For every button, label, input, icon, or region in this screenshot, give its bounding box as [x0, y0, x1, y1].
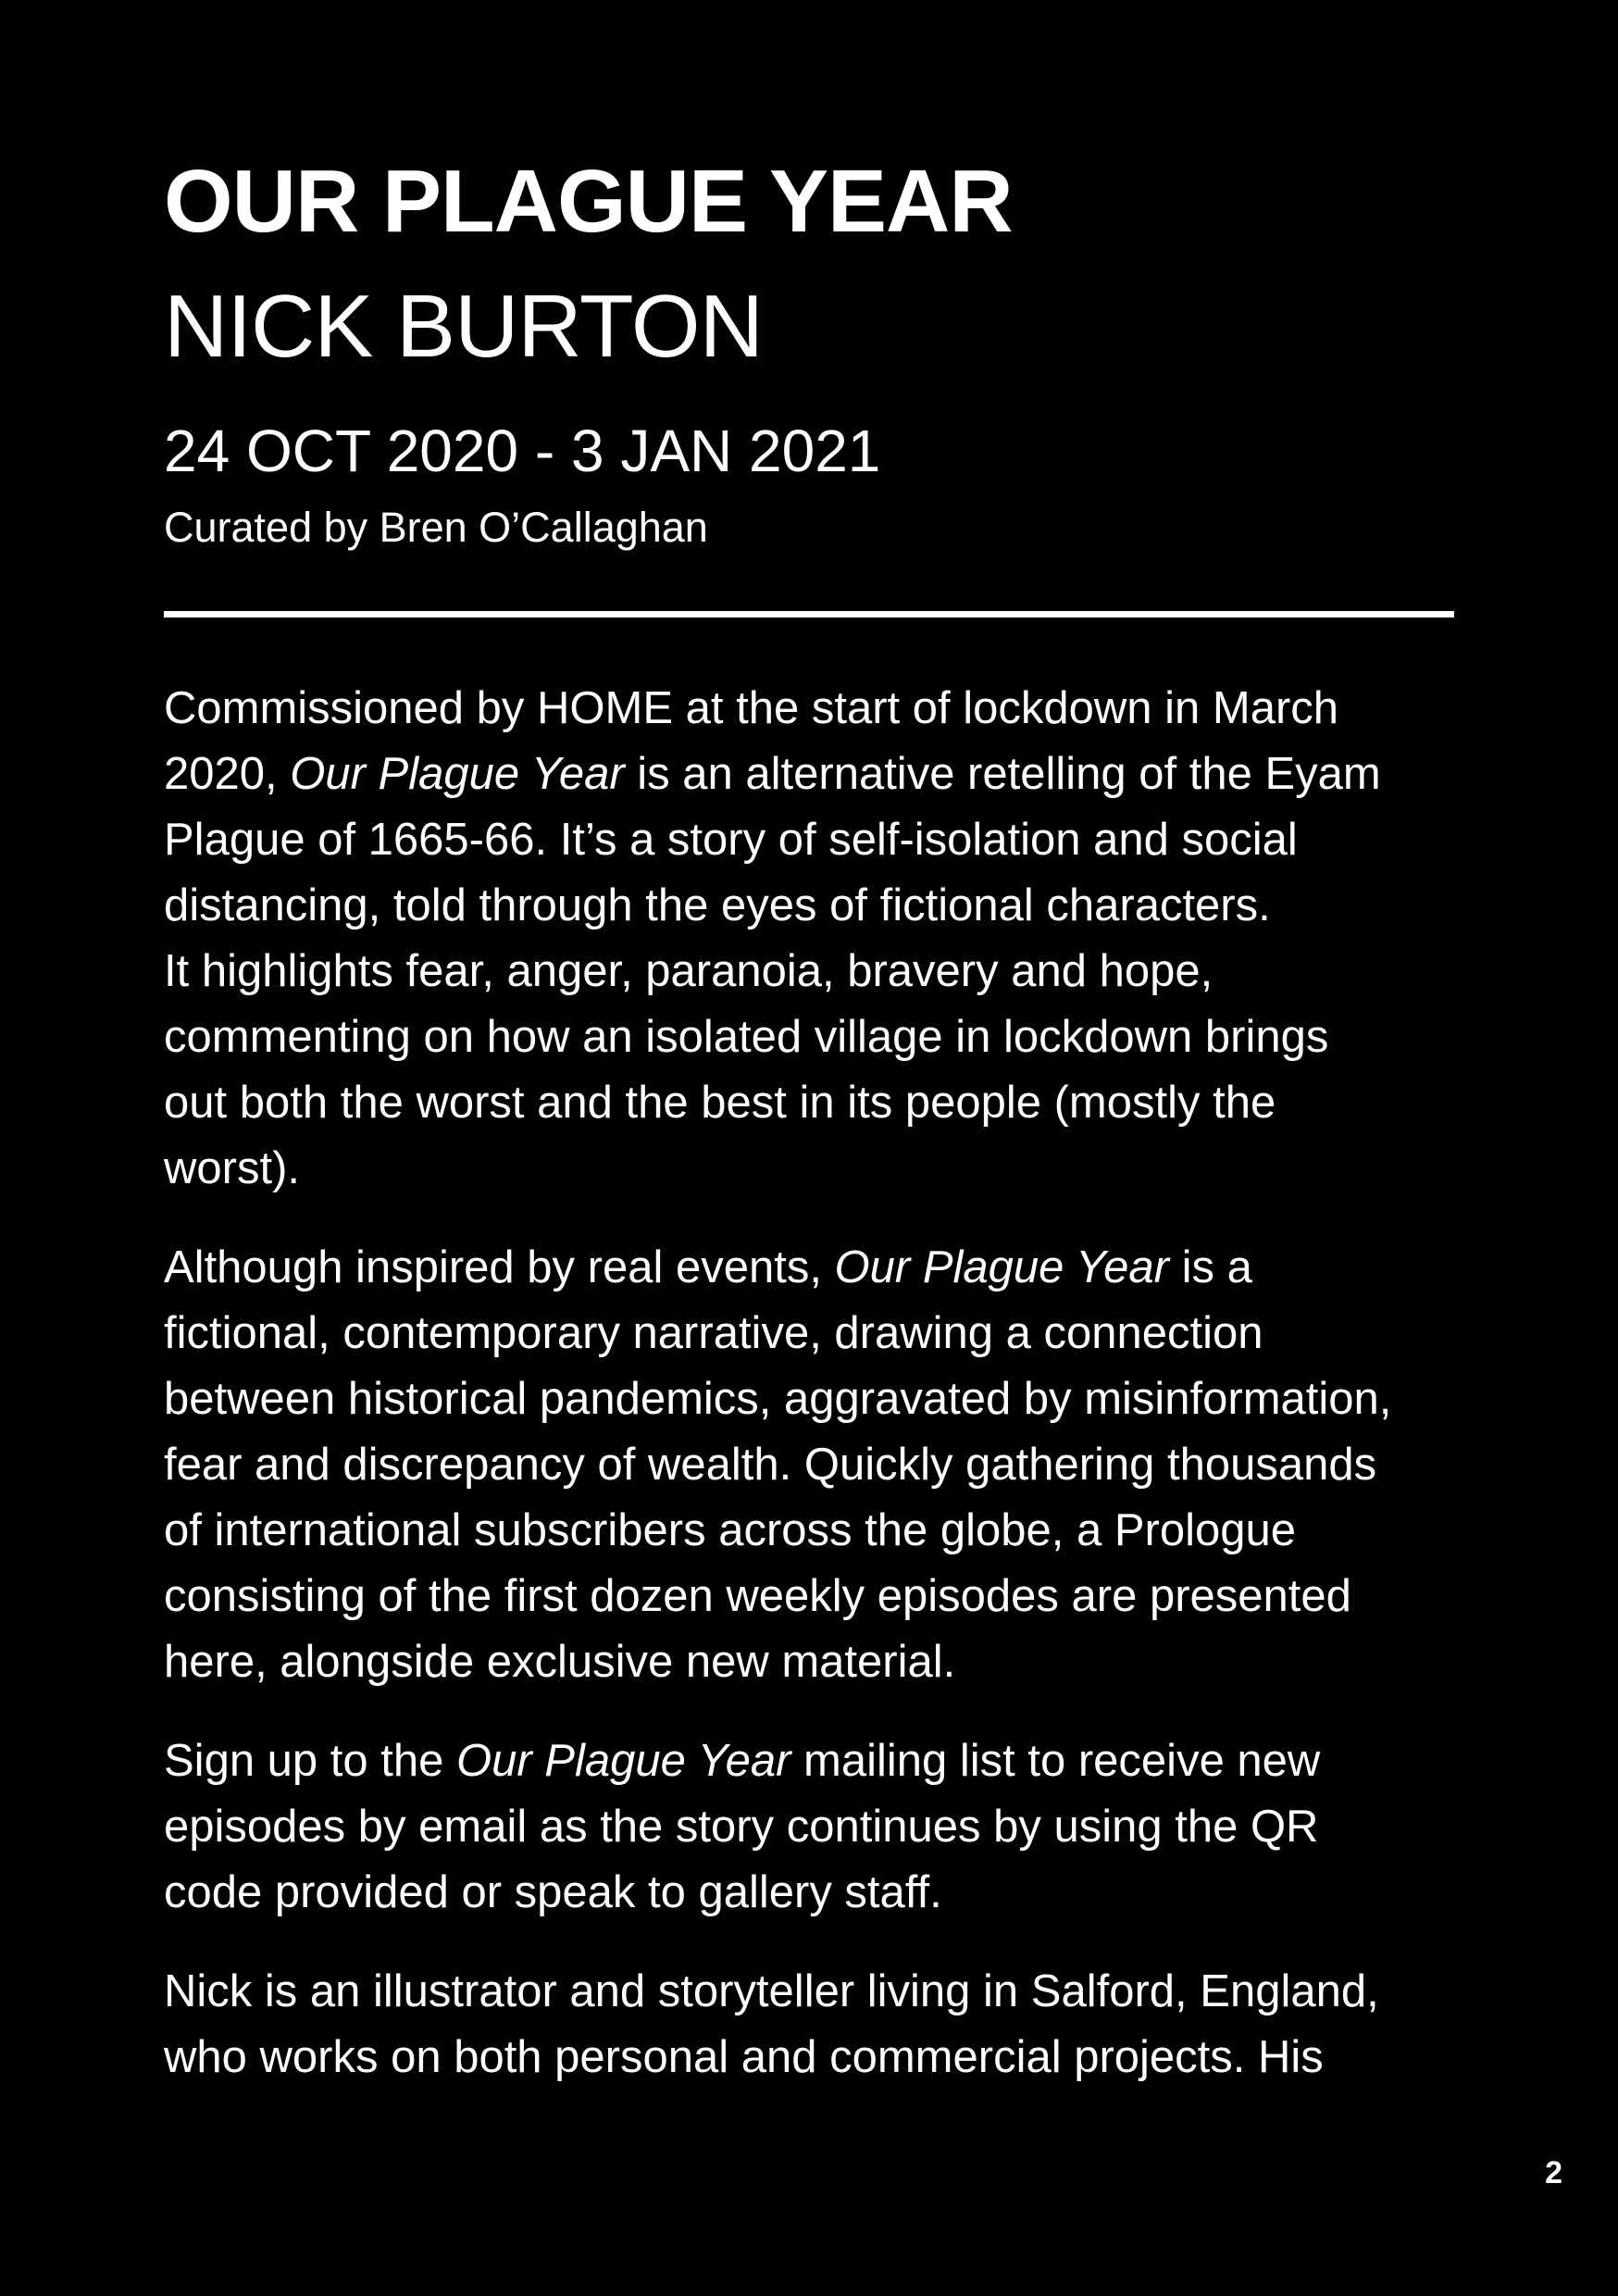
curator-credit: Curated by Bren O’Callaghan — [164, 504, 708, 551]
text-run: Although inspired by real events, — [164, 1242, 835, 1292]
text-run: commenting on how an isolated village in lockdown brings — [164, 1012, 1329, 1062]
text-line — [164, 1794, 1460, 1860]
text-run: fictional, contemporary narrative, drawing a connection — [164, 1308, 1263, 1358]
text-line — [164, 742, 1460, 807]
text-line — [164, 1564, 1460, 1629]
text-line — [164, 676, 1460, 742]
text-line — [164, 1366, 1460, 1432]
text-line — [164, 1498, 1460, 1564]
text-line — [164, 2025, 1460, 2090]
text-run: Sign up to the — [164, 1736, 457, 1786]
body-text — [164, 676, 1460, 2124]
text-line — [164, 1860, 1460, 1926]
text-run: of international subscribers across the globe, a Prologue — [164, 1505, 1296, 1555]
text-run: out both the worst and the best in its people (mostly the — [164, 1078, 1276, 1128]
text-run: consisting of the first dozen weekly episodes are presented — [164, 1571, 1351, 1621]
text-line — [164, 807, 1460, 873]
text-run: distancing, told through the eyes of fictional characters. — [164, 880, 1271, 930]
exhibition-title: OUR PLAGUE YEAR — [164, 152, 1013, 251]
text-line — [164, 1301, 1460, 1366]
text-run: Nick is an illustrator and storyteller living in Salford, England, — [164, 1966, 1379, 2016]
italic-title: Our Plague Year — [456, 1736, 791, 1786]
text-run: Plague of 1665-66. It’s a story of self-isolation and social — [164, 815, 1298, 865]
text-run: 2020, — [164, 749, 291, 799]
text-run: Commissioned by HOME at the start of lockdown in March — [164, 683, 1339, 733]
text-run: is an alternative retelling of the Eyam — [624, 749, 1381, 799]
artist-name: NICK BURTON — [164, 277, 763, 376]
italic-title: Our Plague Year — [834, 1242, 1169, 1292]
paragraph — [164, 1235, 1460, 1695]
exhibition-dates: 24 OCT 2020 - 3 JAN 2021 — [164, 418, 881, 484]
text-run: here, alongside exclusive new material. — [164, 1637, 956, 1687]
paragraph — [164, 1959, 1460, 2090]
text-run: worst). — [164, 1143, 300, 1193]
italic-title: Our Plague Year — [290, 749, 625, 799]
text-run: code provided or speak to gallery staff. — [164, 1867, 942, 1917]
text-run: It highlights fear, anger, paranoia, bravery and hope, — [164, 946, 1214, 996]
page-number: 2 — [1545, 2155, 1562, 2190]
text-run: episodes by email as the story continues by using the QR — [164, 1802, 1319, 1852]
text-line — [164, 873, 1460, 939]
text-line — [164, 1136, 1460, 1202]
text-line — [164, 1959, 1460, 2025]
text-line — [164, 1004, 1460, 1070]
paragraph — [164, 676, 1460, 1202]
text-line — [164, 1432, 1460, 1498]
text-run: is a — [1168, 1242, 1252, 1292]
text-line — [164, 939, 1460, 1004]
text-run: who works on both personal and commercial projects. His — [164, 2032, 1324, 2082]
text-line — [164, 1235, 1460, 1301]
text-line — [164, 1728, 1460, 1794]
paragraph — [164, 1728, 1460, 1926]
text-run: between historical pandemics, aggravated by misinformation, — [164, 1374, 1392, 1424]
text-run: mailing list to receive new — [790, 1736, 1321, 1786]
text-run: fear and discrepancy of wealth. Quickly gathering thousands — [164, 1440, 1377, 1490]
divider-rule — [164, 611, 1454, 618]
text-line — [164, 1070, 1460, 1136]
text-line — [164, 1629, 1460, 1695]
